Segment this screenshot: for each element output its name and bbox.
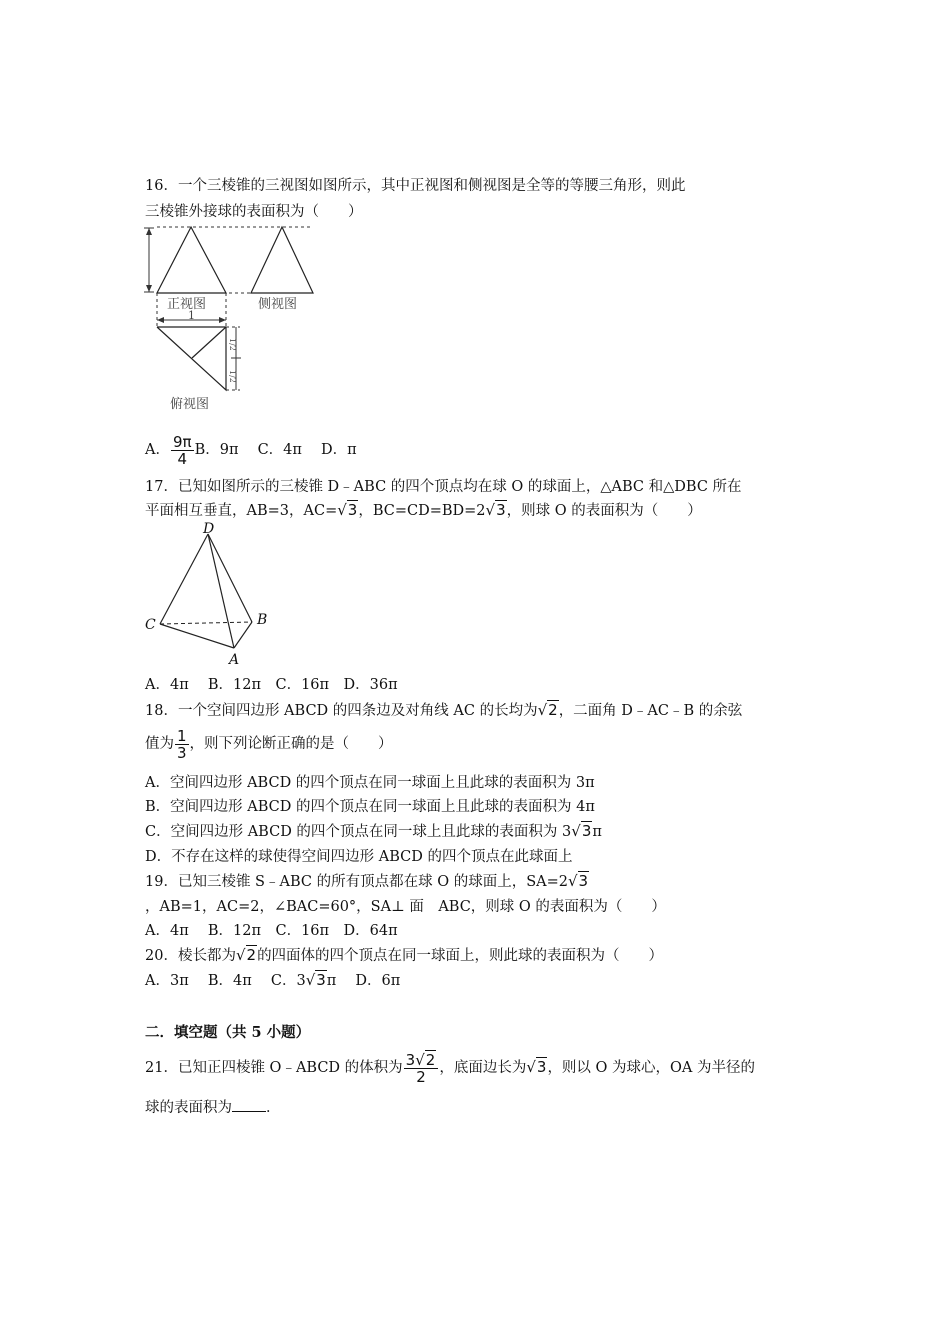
q18-option-a: A．空间四边形 ABCD 的四个顶点在同一球面上且此球的表面积为 3π <box>145 775 595 791</box>
q16-half-label-top: 1/2 <box>228 338 237 351</box>
q17-label-d: D <box>203 521 215 537</box>
q21-line2-part-a: 球的表面积为 <box>145 1100 232 1116</box>
q18-line2 <box>145 726 393 762</box>
q21-fraction-numerator-coef: 3 <box>405 1050 416 1069</box>
section-2-heading: 二．填空题（共 5 小题） <box>145 1024 311 1041</box>
q16-options <box>145 432 357 468</box>
q18-sqrt-radicand: 2 <box>548 701 558 719</box>
q18-option-c-part-b: π <box>592 824 602 840</box>
q20-line1-part-a: 20．棱长都为 <box>145 948 236 964</box>
q17-label-a: A <box>229 652 240 668</box>
q18-option-d: D．不存在这样的球使得空间四边形 ABCD 的四个顶点在此球面上 <box>145 849 573 865</box>
q17-tetrahedron-figure <box>140 520 280 670</box>
q19-line1-part-a: 19．已知三棱锥 S﹣ABC 的所有顶点都在球 O 的球面上，SA=2 <box>145 874 568 890</box>
q19-sqrt-radicand: 3 <box>578 872 589 890</box>
q17-line2 <box>145 501 702 520</box>
q21-sqrt-radicand: 3 <box>536 1058 547 1076</box>
q16-line2: 三棱锥外接球的表面积为（ ） <box>145 204 363 220</box>
q20-sqrt-radicand: 2 <box>246 946 257 964</box>
q18-sqrt: √2 <box>537 701 558 719</box>
q16-three-view-figure <box>140 222 330 417</box>
q17-line2-part-a: 平面相互垂直，AB=3，AC= <box>145 503 338 519</box>
q17-sqrt-1: √3 <box>337 501 358 519</box>
q18-option-c-part-a: C．空间四边形 ABCD 的四个顶点在同一球上且此球的表面积为 3 <box>145 824 572 840</box>
q16-side-view-label: 侧视图 <box>258 297 298 312</box>
q20-options-part-b: π D．6π <box>326 973 401 989</box>
q21-line1-part-b: ，底面边长为 <box>439 1060 527 1076</box>
q19-line2: ，AB=1，AC=2，∠BAC=60°，SA⊥ 面 ABC，则球 O 的表面积为（ ） <box>145 899 666 915</box>
q20-options-sqrt: √3 <box>305 971 326 989</box>
q18-option-c-radicand: 3 <box>581 822 592 840</box>
q18-line2-part-a: 值为 <box>145 736 174 752</box>
q21-line1 <box>145 1048 755 1087</box>
q17-line2-part-c: ，则球 O 的表面积为（ ） <box>506 503 702 519</box>
q16-line1: 16．一个三棱锥的三视图如图所示，其中正视图和侧视图是全等的等腰三角形，则此 <box>145 178 686 194</box>
q19-line1 <box>145 872 589 891</box>
q20-line1 <box>145 946 663 965</box>
q16-options-rest: B．9π C．4π D．π <box>194 442 357 458</box>
q18-fraction-numerator: 1 <box>177 726 187 745</box>
q20-options-part-a: A．3π B．4π C．3 <box>145 973 306 989</box>
q18-option-c <box>145 822 602 841</box>
q18-fraction-denominator: 3 <box>177 743 187 762</box>
q18-fraction <box>175 728 189 761</box>
q20-options-radicand: 3 <box>316 971 326 989</box>
q21-line1-part-a: 21．已知正四棱锥 O﹣ABCD 的体积为 <box>145 1060 403 1076</box>
q17-label-c: C <box>145 617 156 633</box>
q17-sqrt-2: √3 <box>485 501 506 519</box>
q17-line1: 17．已知如图所示的三棱锥 D﹣ABC 的四个顶点均在球 O 的球面上，△ABC 和△DBC 所在 <box>145 479 742 495</box>
q21-fraction <box>404 1052 439 1085</box>
q21-answer-blank[interactable] <box>232 1099 266 1112</box>
q21-line1-part-c: ，则以 O 为球心，OA 为半径的 <box>547 1060 756 1076</box>
q21-fraction-numerator <box>404 1052 439 1069</box>
q16-front-view-label: 正视图 <box>167 297 207 312</box>
q18-option-c-sqrt: √3 <box>571 822 592 840</box>
q16-option-a-numerator: 9π <box>172 432 192 451</box>
q17-sqrt-2-radicand: 3 <box>496 501 506 519</box>
q18-option-b: B．空间四边形 ABCD 的四个顶点在同一球面上且此球的表面积为 4π <box>145 799 595 815</box>
q21-line2-part-b: ． <box>266 1100 281 1116</box>
q18-line1-part-a: 18．一个空间四边形 ABCD 的四条边及对角线 AC 的长均为 <box>145 703 538 719</box>
q20-sqrt: √2 <box>235 946 257 964</box>
q20-line1-part-b: 的四面体的四个顶点在同一球面上，则此球的表面积为（ ） <box>257 948 664 964</box>
q17-line2-part-b: ，BC=CD=BD=2 <box>358 503 486 519</box>
q16-option-a-denominator: 4 <box>177 449 188 468</box>
q21-fraction-sqrt: √2 <box>415 1050 436 1069</box>
q18-line1 <box>145 701 742 720</box>
q16-option-a-prefix: A． <box>145 442 170 458</box>
q21-sqrt: √3 <box>526 1058 547 1076</box>
q18-line1-part-b: ，二面角 D﹣AC﹣B 的余弦 <box>558 703 743 719</box>
q17-label-b: B <box>257 612 268 628</box>
q19-sqrt: √3 <box>567 872 589 890</box>
q21-fraction-denominator: 2 <box>416 1067 426 1086</box>
q16-width-label: 1 <box>188 309 195 322</box>
q16-half-label-bottom: 1/2 <box>228 370 237 383</box>
q17-sqrt-1-radicand: 3 <box>347 501 358 519</box>
q21-line2 <box>145 1099 281 1117</box>
q18-line2-part-b: ，则下列论断正确的是（ ） <box>189 736 393 752</box>
q20-options <box>145 971 400 990</box>
q16-top-view-label: 俯视图 <box>170 397 210 412</box>
q21-fraction-sqrt-radicand: 2 <box>425 1050 436 1069</box>
q16-option-a-fraction <box>171 434 194 467</box>
q19-options: A．4π B．12π C．16π D．64π <box>145 923 398 939</box>
q17-options: A．4π B．12π C．16π D．36π <box>145 677 398 693</box>
